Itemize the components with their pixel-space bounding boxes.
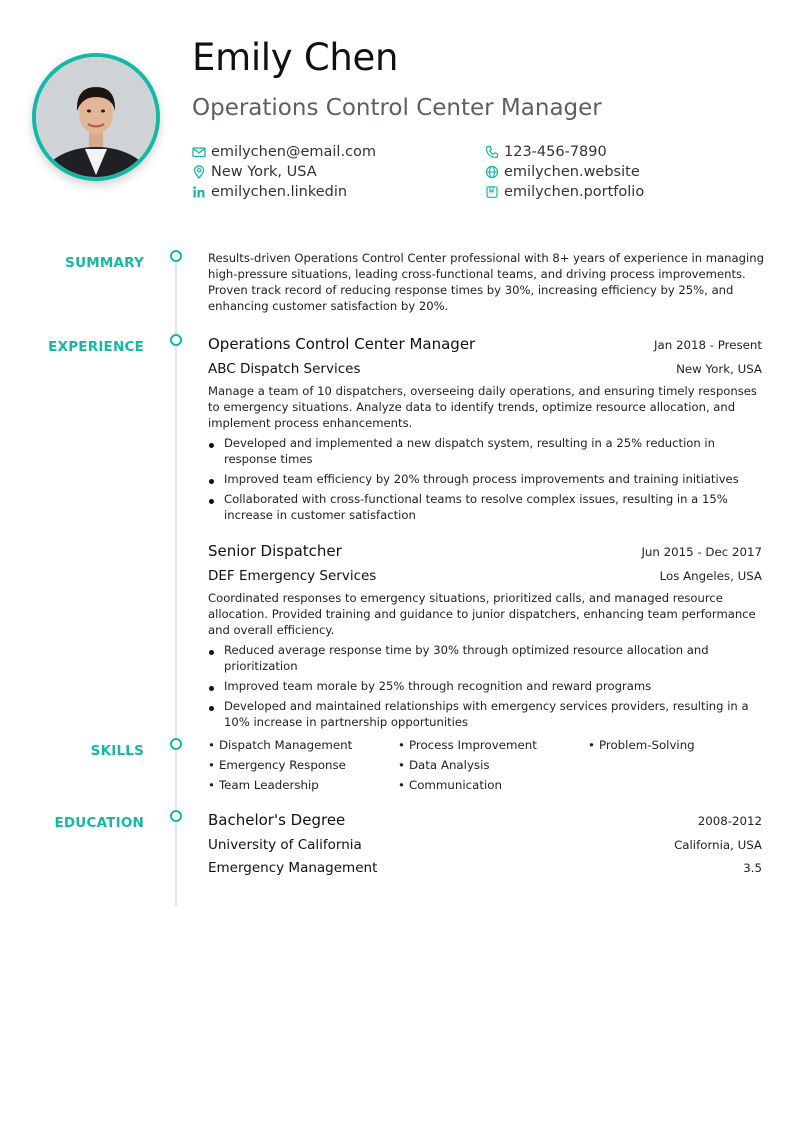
education-school: University of California xyxy=(208,837,362,853)
contact-portfolio[interactable] xyxy=(485,183,644,201)
candidate-title: Operations Control Center Manager xyxy=(192,95,602,121)
skill-item: • Emergency Response xyxy=(208,758,346,772)
section-title-summary: SUMMARY xyxy=(65,255,144,271)
achievement-item: Developed and maintained relationships with emergency services providers, resulting in a 10% increase in partnership opportunities xyxy=(208,698,764,730)
job-dates: Jan 2018 - Present xyxy=(654,338,762,352)
contact-website[interactable] xyxy=(485,163,640,181)
job-description: Coordinated responses to emergency situations, prioritized calls, and managed resource allocation. Provided training and guidance to junior dispatchers, enhancing team performance and overall efficiency. xyxy=(208,591,756,637)
education-dates: 2008-2012 xyxy=(697,814,762,828)
timeline-dot-summary xyxy=(170,250,182,262)
job-company-row xyxy=(208,361,762,377)
skill-item: • Problem-Solving xyxy=(588,738,695,752)
job-achievements xyxy=(208,435,764,527)
skill-item: • Communication xyxy=(398,778,502,792)
linkedin-icon xyxy=(192,185,206,199)
contact-phone[interactable] xyxy=(485,143,607,161)
job-header xyxy=(208,542,762,560)
job-location: New York, USA xyxy=(676,362,762,376)
timeline-dot-skills xyxy=(170,738,182,750)
education-school-row xyxy=(208,837,762,853)
skill-item: • Dispatch Management xyxy=(208,738,352,752)
phone-icon xyxy=(485,145,499,159)
achievement-item: Improved team morale by 25% through recognition and reward programs xyxy=(208,678,764,694)
job-title: Operations Control Center Manager xyxy=(208,335,476,353)
website-text: emilychen.website xyxy=(504,164,640,180)
linkedin-text: emilychen.linkedin xyxy=(211,184,348,200)
globe-icon xyxy=(485,165,499,179)
bookmark-icon xyxy=(485,185,499,199)
job-company-row xyxy=(208,568,762,584)
education-gpa: 3.5 xyxy=(743,861,762,875)
skill-item: • Team Leadership xyxy=(208,778,319,792)
education-header xyxy=(208,811,762,829)
contact-location xyxy=(192,163,317,181)
timeline-dot-education xyxy=(170,810,182,822)
education-field-row xyxy=(208,860,762,876)
achievement-item: Improved team efficiency by 20% through process improvements and training initiatives xyxy=(208,471,764,487)
achievement-item: Developed and implemented a new dispatch system, resulting in a 25% reduction in response times xyxy=(208,435,764,467)
candidate-name: Emily Chen xyxy=(192,36,399,79)
contact-linkedin[interactable] xyxy=(192,183,347,201)
summary-text: Results-driven Operations Control Center professional with 8+ years of experience in managing high-pressure situations, leading cross-functional teams, and driving process improvements. Proven track record of reducing response times by 30%, increasing efficiency by 25%, and enhancing customer satisfaction by 20%. xyxy=(208,251,764,313)
timeline-line xyxy=(175,256,177,906)
education-field: Emergency Management xyxy=(208,860,378,876)
map-pin-icon xyxy=(192,165,206,179)
contact-email[interactable] xyxy=(192,143,376,161)
section-title-skills: SKILLS xyxy=(90,743,144,759)
education-degree: Bachelor's Degree xyxy=(208,811,346,829)
section-title-education: EDUCATION xyxy=(54,815,144,831)
job-title: Senior Dispatcher xyxy=(208,542,342,560)
job-company: ABC Dispatch Services xyxy=(208,361,361,377)
job-dates: Jun 2015 - Dec 2017 xyxy=(641,545,762,559)
section-title-experience: EXPERIENCE xyxy=(48,339,144,355)
resume-header xyxy=(0,0,794,230)
portfolio-text: emilychen.portfolio xyxy=(504,184,645,200)
phone-text: 123-456-7890 xyxy=(504,144,607,160)
job-company: DEF Emergency Services xyxy=(208,568,377,584)
avatar xyxy=(36,57,156,177)
job-achievements xyxy=(208,642,764,734)
education-location: California, USA xyxy=(674,838,762,852)
skill-item: • Process Improvement xyxy=(398,738,537,752)
job-location: Los Angeles, USA xyxy=(659,569,762,583)
timeline-dot-experience xyxy=(170,334,182,346)
job-header xyxy=(208,335,762,353)
profile-photo xyxy=(32,53,160,181)
achievement-item: Reduced average response time by 30% through optimized resource allocation and prioritization xyxy=(208,642,764,674)
achievement-item: Collaborated with cross-functional teams to resolve complex issues, resulting in a 15% increase in customer satisfaction xyxy=(208,491,764,523)
mail-icon xyxy=(192,145,206,159)
skill-item: • Data Analysis xyxy=(398,758,490,772)
email-text: emilychen@email.com xyxy=(211,144,377,160)
job-description: Manage a team of 10 dispatchers, overseeing daily operations, and ensuring timely responses to emergency situations. Analyze data to identify trends, optimize resource allocation, and implement process enhancements. xyxy=(208,384,757,430)
location-text: New York, USA xyxy=(211,164,317,180)
